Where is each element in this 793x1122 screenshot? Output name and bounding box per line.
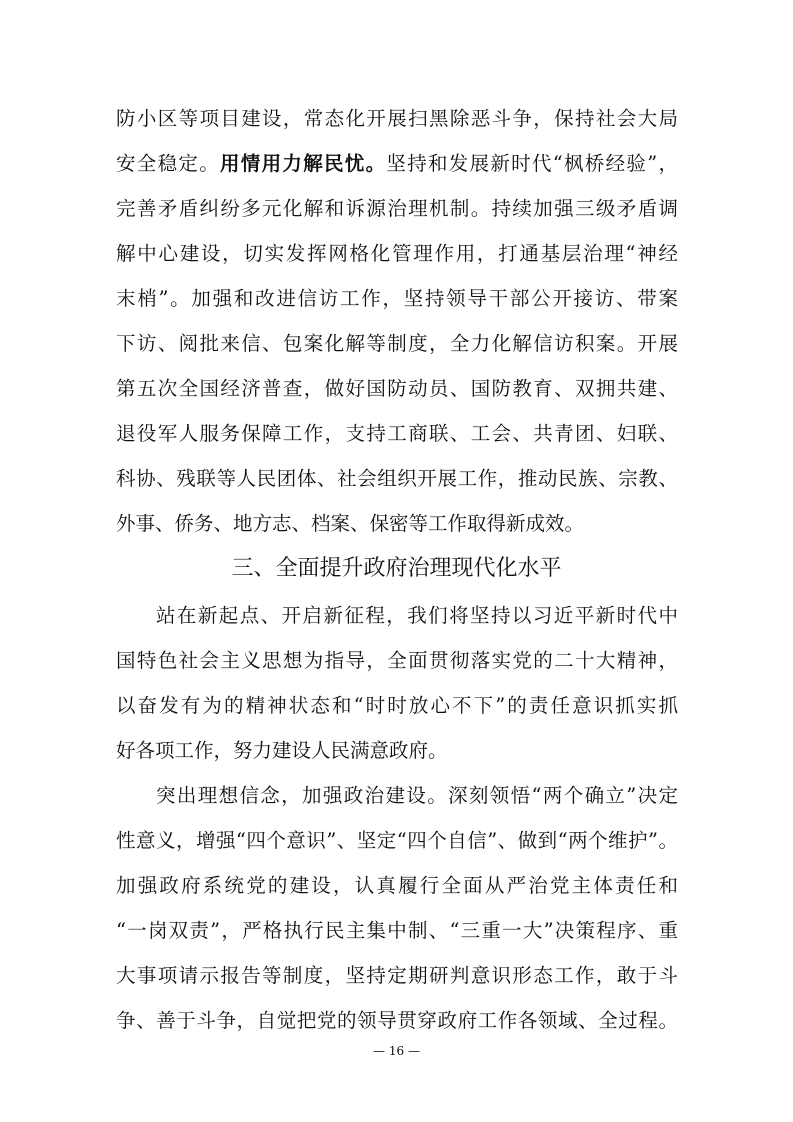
body-text: 坚持和发展新时代“枫桥经验”， xyxy=(386,152,678,175)
body-line: 突出理想信念，加强政治建设。深刻领悟“两个确立”决定 xyxy=(156,784,678,807)
body-line: 大事项请示报告等制度，坚持定期研判意识形态工作，敢于斗 xyxy=(116,964,678,987)
body-line: 以奋发有为的精神状态和“时时放心不下”的责任意识抓实抓 xyxy=(116,694,678,717)
page-number: — 16 — xyxy=(373,1044,420,1058)
body-line: 国特色社会主义思想为指导，全面贯彻落实党的二十大精神， xyxy=(116,649,678,672)
body-line: 完善矛盾纠纷多元化解和诉源治理机制。持续加强三级矛盾调 xyxy=(116,197,678,220)
body-line xyxy=(116,151,678,177)
body-line: 退役军人服务保障工作，支持工商联、工会、共青团、妇联、 xyxy=(116,422,678,445)
body-line: 防小区等项目建设，常态化开展扫黑除恶斗争，保持社会大局 xyxy=(116,107,678,130)
body-line: 外事、侨务、地方志、档案、保密等工作取得新成效。 xyxy=(116,512,585,535)
body-line: 科协、残联等人民团体、社会组织开展工作，推动民族、宗教、 xyxy=(116,467,678,490)
body-line: 末梢”。加强和改进信访工作，坚持领导干部公开接访、带案 xyxy=(116,287,678,310)
body-line: 性意义，增强“四个意识”、坚定“四个自信”、做到“两个维护”。 xyxy=(116,829,678,852)
body-line: 加强政府系统党的建设，认真履行全面从严治党主体责任和 xyxy=(116,874,678,897)
body-line: 下访、阅批来信、包案化解等制度，全力化解信访积案。开展 xyxy=(116,332,678,355)
body-line: 争、善于斗争，自觉把党的领导贯穿政府工作各领域、全过程。 xyxy=(116,1009,678,1032)
body-line: 好各项工作，努力建设人民满意政府。 xyxy=(116,739,448,762)
body-line: “一岗双责”，严格执行民主集中制、“三重一大”决策程序、重 xyxy=(116,919,678,942)
body-line: 第五次全国经济普查，做好国防动员、国防教育、双拥共建、 xyxy=(116,377,678,400)
bold-lead-phrase: 用情用力解民忧。 xyxy=(220,152,387,175)
section-heading: 三、全面提升政府治理现代化水平 xyxy=(231,556,562,581)
body-text: 安全稳定。 xyxy=(116,152,220,175)
body-line: 解中心建设，切实发挥网格化管理作用，打通基层治理“神经 xyxy=(116,242,678,265)
body-line: 站在新起点、开启新征程，我们将坚持以习近平新时代中 xyxy=(156,604,678,627)
